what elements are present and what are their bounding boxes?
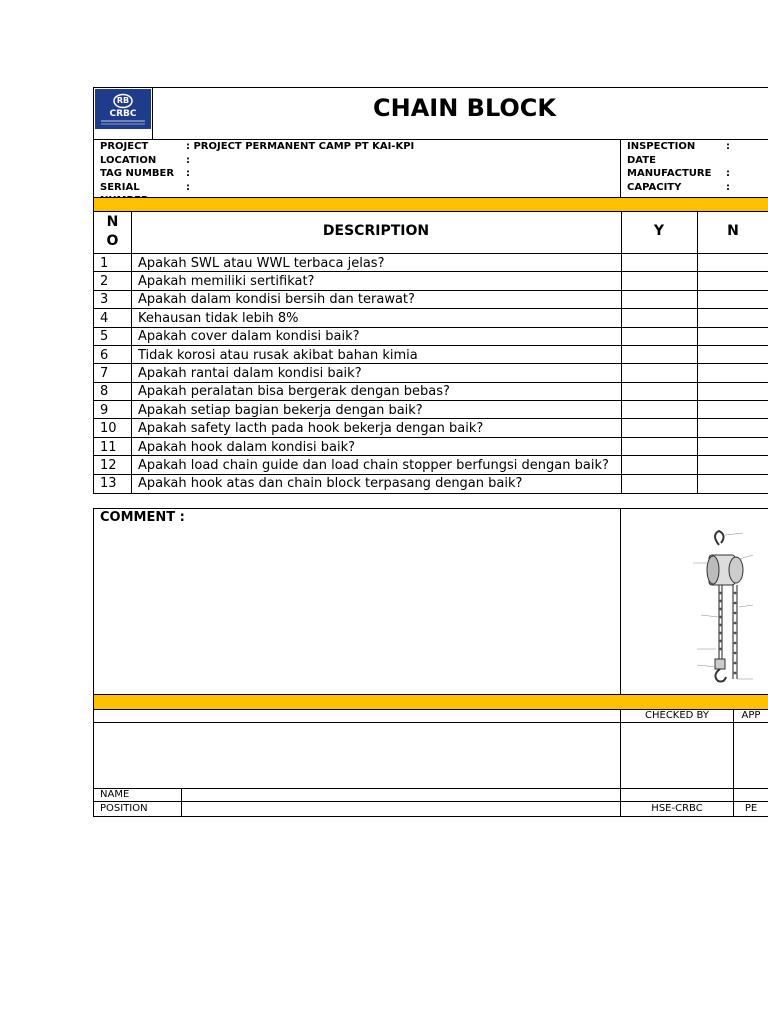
col-n-header: N [727,223,739,239]
row-description: Apakah hook dalam kondisi baik? [138,439,356,455]
row-no-cell[interactable] [698,309,768,327]
row-yes-cell[interactable] [622,475,697,493]
table-row [94,364,768,382]
col-description-header: DESCRIPTION [322,223,430,239]
table-row [94,456,768,474]
row-no-cell[interactable] [698,254,768,272]
table-row [94,291,768,309]
checklist-table [93,211,768,494]
logo-text: CRBC [109,109,137,119]
name-row-line [93,801,768,802]
row-number: 8 [100,384,109,400]
info-divider [620,139,621,198]
row-number: 9 [100,402,109,418]
row-description: Apakah rantai dalam kondisi baik? [138,365,362,381]
table-row [94,346,768,364]
table-body [94,254,768,493]
col-y-header: Y [653,223,665,239]
row-no-cell[interactable] [698,346,768,364]
col-no-header-line2: O [106,233,119,249]
row-number: 7 [100,365,109,381]
row-yes-cell[interactable] [622,254,697,272]
position-label: POSITION [100,803,148,814]
row-description: Apakah memiliki sertifikat? [138,274,315,290]
row-no-cell[interactable] [698,291,768,309]
info-row-tag-number [100,167,620,181]
row-yes-cell[interactable] [622,419,697,437]
row-description: Apakah cover dalam kondisi baik? [138,329,360,345]
signoff-header-line [93,722,768,723]
row-yes-cell[interactable] [622,401,697,419]
comment-label: COMMENT : [100,510,185,525]
signature-area-line [93,788,768,789]
chain-block-icon [621,509,768,694]
table-row [94,475,768,493]
row-number: 3 [100,292,109,308]
table-row [94,309,768,327]
row-description: Apakah safety lacth pada hook bekerja dengan baik? [138,421,484,437]
info-row-project [100,140,620,154]
row-yes-cell[interactable] [622,364,697,382]
location-value: : [186,154,190,166]
location-label: LOCATION [100,154,157,166]
row-yes-cell[interactable] [622,438,697,456]
row-yes-cell[interactable] [622,309,697,327]
row-number: 4 [100,310,109,326]
row-number: 12 [100,457,117,473]
row-number: 11 [100,439,117,455]
row-number: 10 [100,421,117,437]
table-row [94,383,768,401]
info-row-location [100,154,620,168]
table-row [94,254,768,272]
inspection-date-label: INSPECTION DATE [627,141,696,166]
table-row [94,401,768,419]
row-number: 1 [100,255,109,271]
name-label: NAME [100,789,130,800]
table-row [94,272,768,290]
chain-block-diagram [621,509,768,694]
row-yes-cell[interactable] [622,456,697,474]
crbc-logo [95,89,151,129]
name-label-divider [181,788,182,817]
row-no-cell[interactable] [698,419,768,437]
logo-monogram: RB [116,96,130,105]
row-yes-cell[interactable] [622,328,697,346]
page-title: CHAIN BLOCK [373,94,556,122]
signoff-bottom-line [93,816,768,817]
capacity-label: CAPACITY [627,181,682,193]
info-row-capacity [627,181,768,195]
row-description: Apakah load chain guide dan load chain stopper berfungsi dengan baik? [138,457,609,473]
row-description: Apakah setiap bagian bekerja dengan baik? [138,402,423,418]
table-header-row [94,211,768,254]
row-no-cell[interactable] [698,456,768,474]
table-row [94,419,768,437]
table-row [94,438,768,456]
tag-number-value: : [186,168,190,179]
serial-number-value: : [186,181,190,193]
row-no-cell[interactable] [698,383,768,401]
col-no-header [94,211,131,254]
approved-by-header: APP [741,710,761,721]
row-description: Apakah SWL atau WWL terbaca jelas? [138,255,385,271]
table-row [94,328,768,346]
manufacture-label: MANUFACTURE [627,168,712,179]
row-description: Tidak korosi atau rusak akibat bahan kimia [138,347,418,363]
project-value: : PROJECT PERMANENT CAMP PT KAI-KPI [186,141,415,152]
checked-by-header: CHECKED BY [645,710,709,721]
inspection-date-value: : [726,141,730,152]
signoff-yellow-band [93,694,768,710]
row-description: Apakah dalam kondisi bersih dan terawat? [138,292,415,308]
row-no-cell[interactable] [698,364,768,382]
info-row-manufacture [627,167,768,181]
row-description: Apakah hook atas dan chain block terpasang dengan baik? [138,476,523,492]
row-number: 2 [100,274,109,290]
row-description: Apakah peralatan bisa bergerak dengan bebas? [138,384,450,400]
row-no-cell[interactable] [698,438,768,456]
row-no-cell[interactable] [698,328,768,346]
row-no-cell[interactable] [698,475,768,493]
serial-number-label: SERIAL [100,181,140,193]
row-yes-cell[interactable] [622,291,697,309]
row-number: 6 [100,347,109,363]
project-label: PROJECT [100,141,149,152]
row-yes-cell[interactable] [622,383,697,401]
row-no-cell[interactable] [698,272,768,290]
capacity-value: : [726,181,730,193]
row-yes-cell[interactable] [622,346,697,364]
info-right [627,140,768,194]
tag-number-label: TAG NUMBER [100,168,175,179]
row-number: 5 [100,329,109,345]
row-no-cell[interactable] [698,401,768,419]
row-number: 13 [100,476,117,492]
row-description: Kehausan tidak lebih 8% [138,310,299,326]
manufacture-value: : [726,168,730,179]
approver-position-value: PE [744,803,758,814]
hse-position-value: HSE-CRBC [651,803,703,814]
row-yes-cell[interactable] [622,272,697,290]
info-row-inspection-date [627,140,768,167]
col-no-header-line1: N [106,214,119,230]
header-yellow-band [93,197,768,212]
